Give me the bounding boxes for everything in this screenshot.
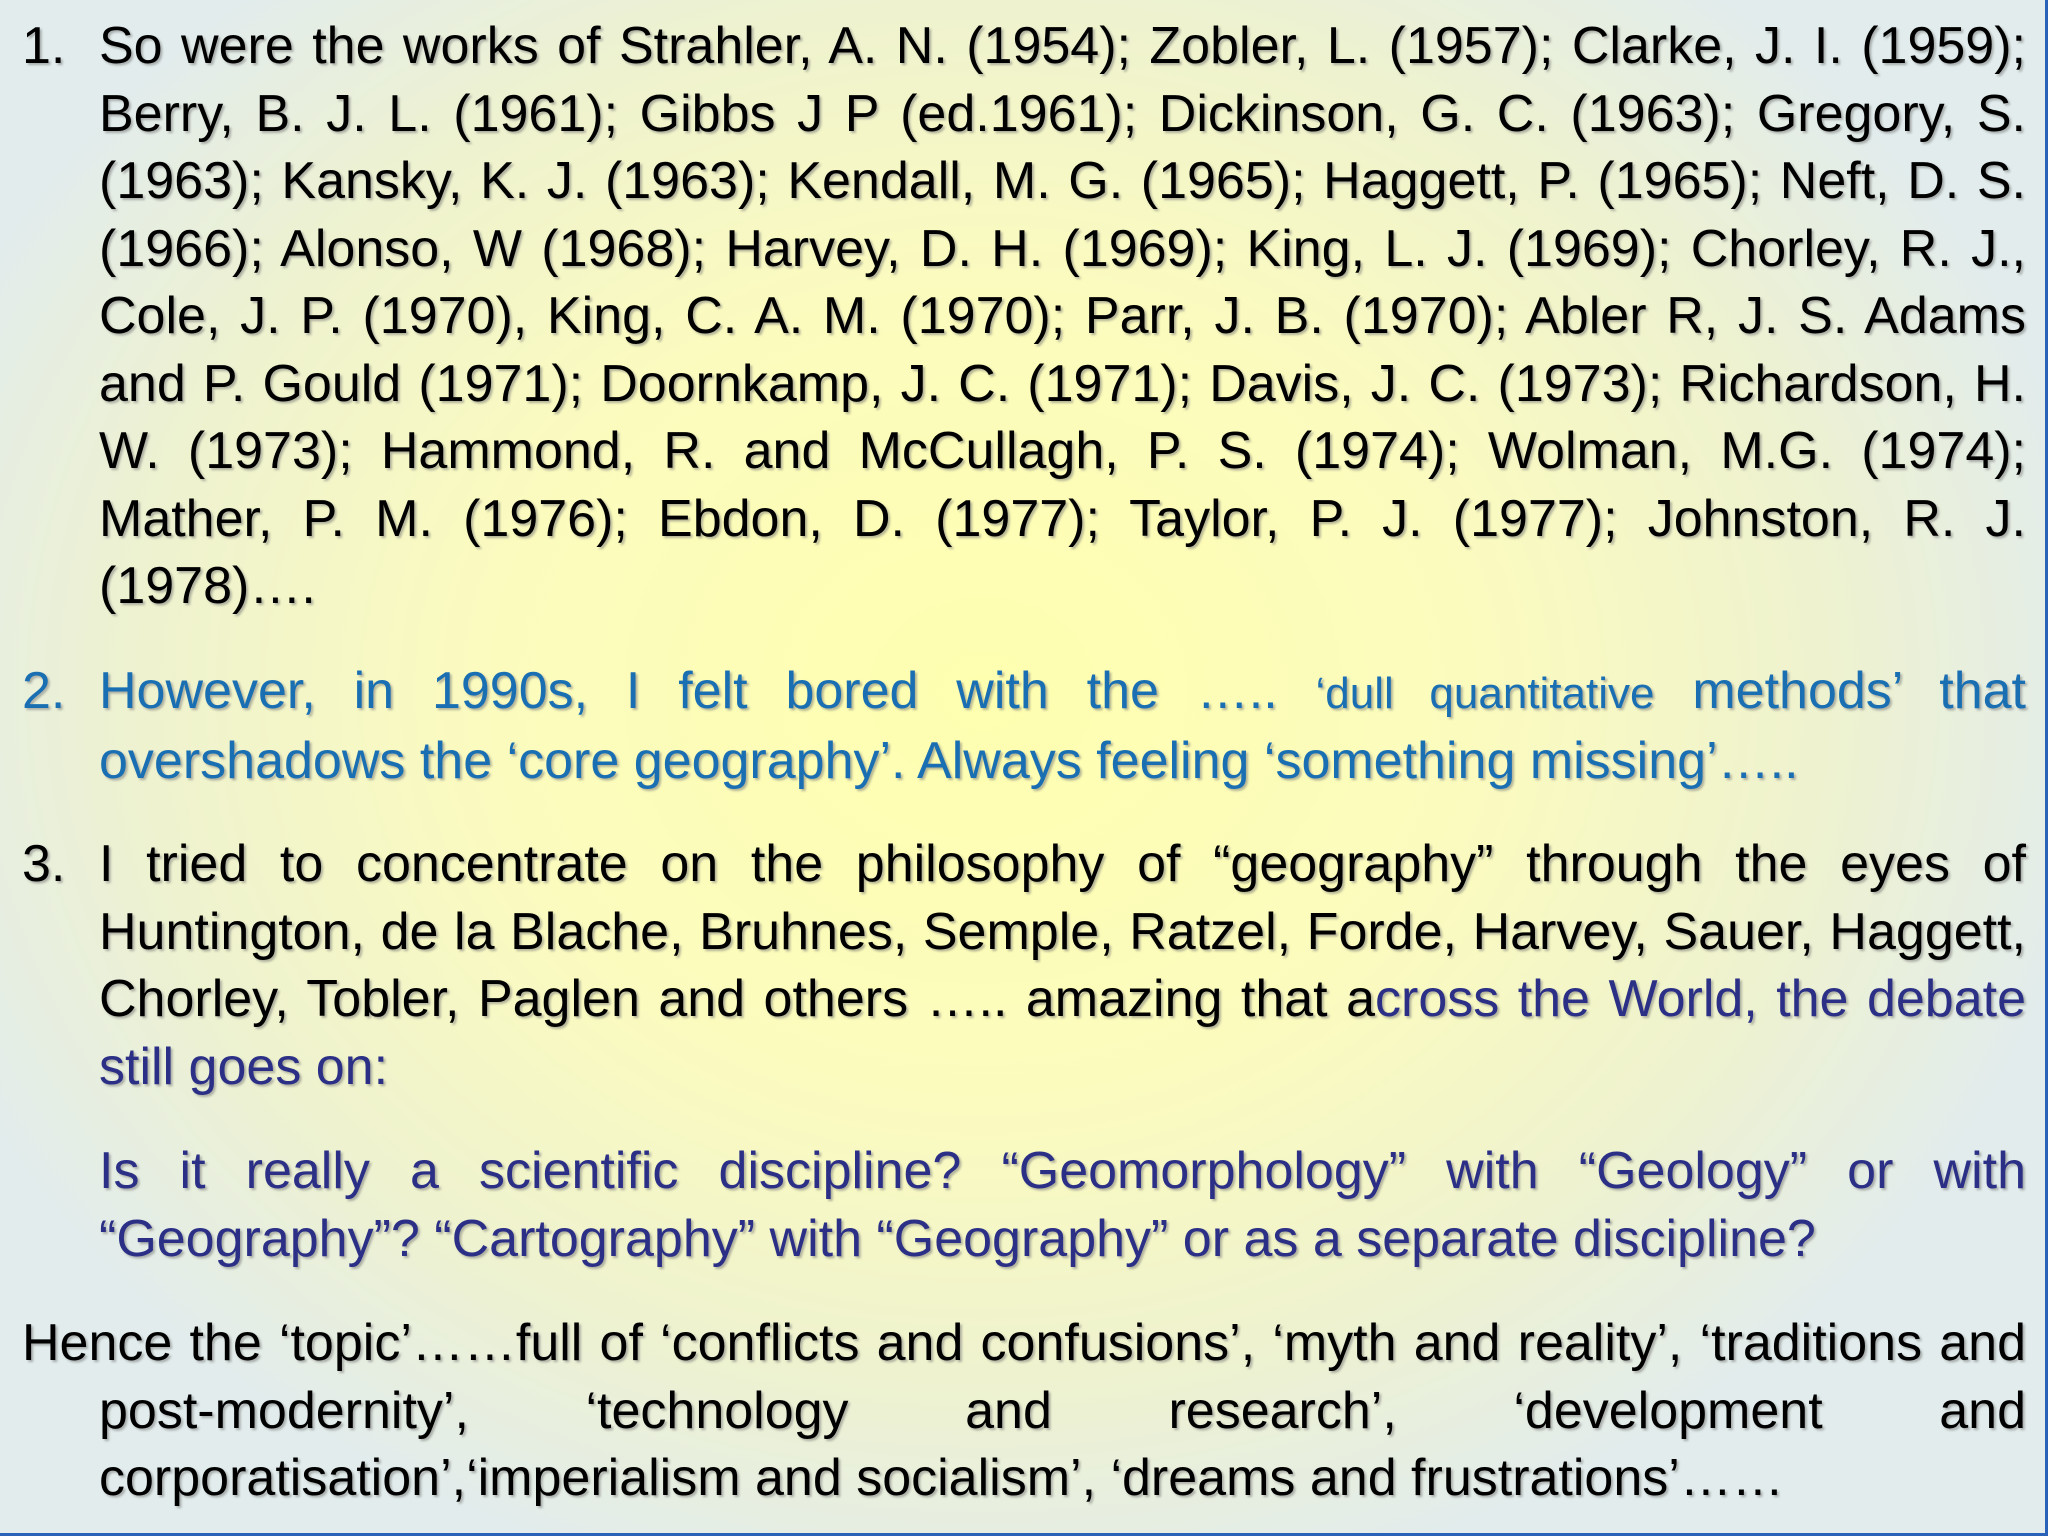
item-3-text-part-b: cross the World, the debate still goes on:: [99, 970, 2026, 1096]
conclusion-paragraph: [22, 1310, 2026, 1513]
question-text: Is it really a scientific discipline? “Geomorphology” with “Geology” or with “Geography”? “Cartography” with “Geography” or as a separate discipline?: [99, 1142, 2026, 1268]
question-paragraph: [22, 1138, 2026, 1273]
item-number: 3.: [22, 835, 66, 893]
conclusion-text: Hence the ‘topic’……full of ‘conflicts and confusions’, ‘myth and reality’, ‘traditions and post-modernity’, ‘technology and research’, ‘development and corporatisation’,‘imperialism and socialism’, ‘dreams and frustrations’……: [22, 1314, 2026, 1507]
list-item-3: [22, 831, 2026, 1101]
item-1-text: So were the works of Strahler, A. N. (1954); Zobler, L. (1957); Clarke, J. I. (1959); Berry, B. J. L. (1961); Gibbs J P (ed.1961); Dickinson, G. C. (1963); Gregory, S. (1963); Kansky, K. J. (1963); Kendall, M. G. (1965); Haggett, P. (1965); Neft, D. S. (1966); Alonso, W (1968); Harvey, D. H. (1969); King, L. J. (1969); Chorley, R. J., Cole, J. P. (1970), King, C. A. M. (1970); Parr, J. B. (1970); Abler R, J. S. Adams and P. Gould (1971); Doornkamp, J. C. (1971); Davis, J. C. (1973); Richardson, H. W. (1973); Hammond, R. and McCullagh, P. S. (1974); Wolman, M.G. (1974); Mather, P. M. (1976); Ebdon, D. (1977); Taylor, P. J. (1977); Johnston, R. J. (1978)….: [99, 17, 2026, 615]
item-2-text-part-a: However, in 1990s, I felt bored with the …..: [99, 662, 1316, 720]
list-item-1: [22, 13, 2026, 621]
item-3-text: [99, 831, 2026, 1101]
item-number: 2.: [22, 662, 66, 720]
item-number: 1.: [22, 17, 66, 75]
item-2-text-part-b: methods’ that overshadows the ‘core geography’. Always feeling ‘something missing’…..: [99, 662, 2026, 790]
item-2-text: [99, 658, 2026, 795]
item-3-text-part-a: I tried to concentrate on the philosophy of “geography” through the eyes of Huntington, de la Blache, Bruhnes, Semple, Ratzel, Forde, Harvey, Sauer, Haggett, Chorley, Tobler, Paglen and others ….. amazing that a: [99, 835, 2026, 1028]
list-item-2: [22, 658, 2026, 795]
item-2-text-small: ‘dull quantitative: [1315, 669, 1655, 718]
